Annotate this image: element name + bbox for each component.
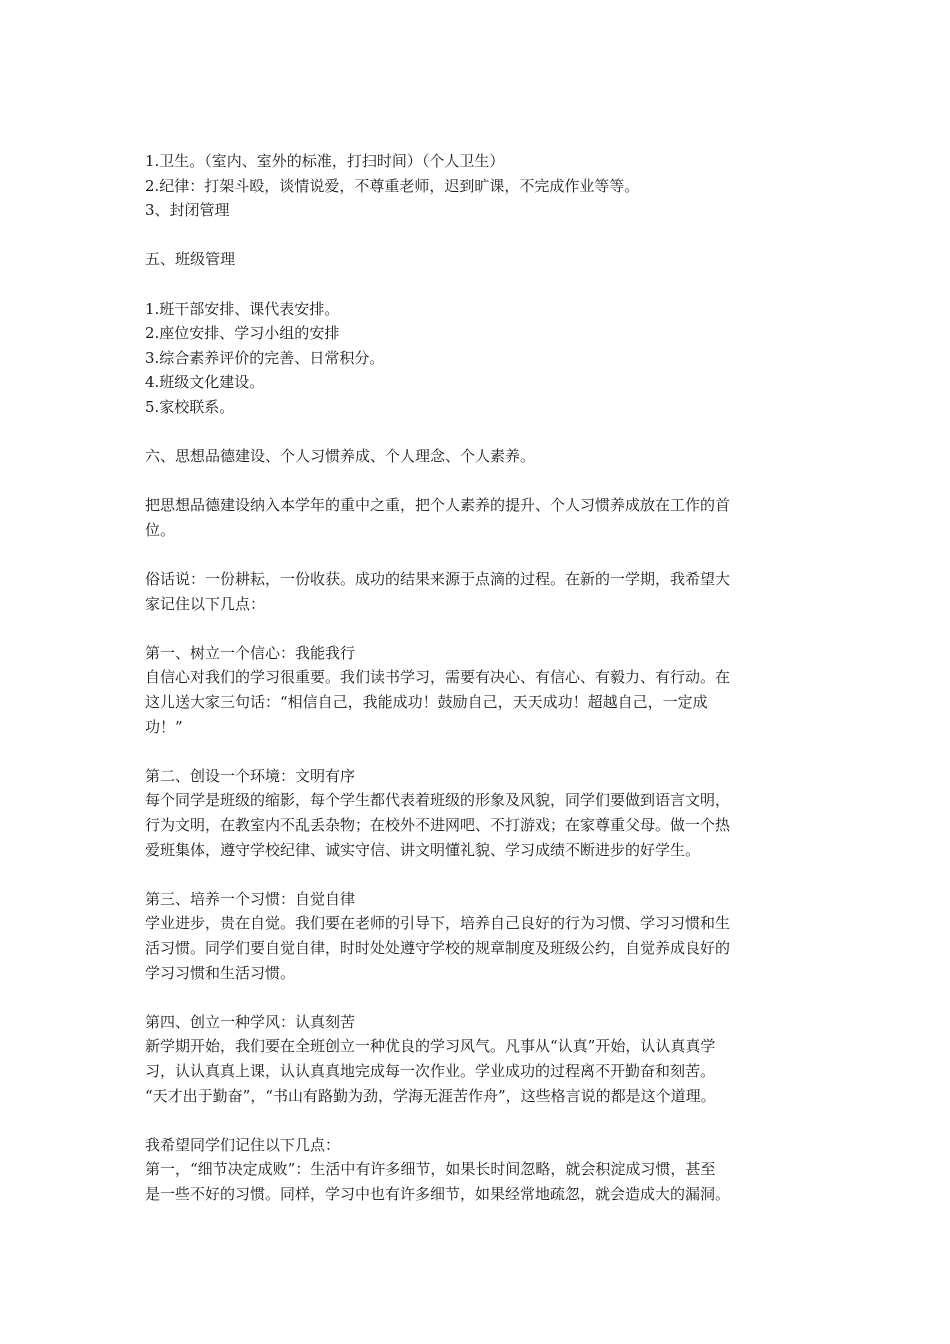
section-four-list (145, 149, 810, 223)
paragraph-line: 是一些不好的习惯。同样，学习中也有许多细节，如果经常地疏忽，就会造成大的漏洞。 (145, 1184, 731, 1203)
section-five-heading: 五、班级管理 (145, 250, 236, 269)
point-three (145, 887, 810, 985)
paragraph-line: 第一，“细节决定成败”：生活中有许多细节，如果长时间忽略，就会积淀成习惯，甚至 (145, 1160, 716, 1179)
list-item: 2.座位安排、学习小组的安排 (145, 324, 340, 343)
paragraph-spacer (145, 469, 810, 494)
point-four (145, 1010, 810, 1108)
list-item: 1.班干部安排、课代表安排。 (145, 299, 340, 318)
saying-paragraph (145, 567, 810, 616)
list-item: 2.纪律：打架斗殴，谈情说爱，不尊重老师，迟到旷课，不完成作业等等。 (145, 176, 640, 195)
paragraph-line: 这儿送大家三句话：“相信自己，我能成功！鼓励自己，天天成功！超越自己，一定成 (145, 693, 708, 712)
point-title: 第三、培养一个习惯：自觉自律 (145, 889, 356, 908)
paragraph-spacer (145, 1108, 810, 1133)
paragraph-spacer (145, 272, 810, 297)
paragraph-line: 学业进步，贵在自觉。我们要在老师的引导下，培养自己良好的行为习惯、学习习惯和生 (145, 914, 731, 933)
paragraph-line: 位。 (145, 520, 176, 539)
closing-section (145, 1133, 810, 1207)
point-title: 第四、创立一种学风：认真刻苦 (145, 1012, 356, 1031)
paragraph-spacer (145, 739, 810, 764)
point-two (145, 764, 810, 862)
paragraph-spacer (145, 862, 810, 887)
paragraph-line: 每个同学是班级的缩影，每个学生都代表着班级的形象及风貌，同学们要做到语言文明， (145, 791, 731, 810)
list-item: 5.家校联系。 (145, 397, 235, 416)
paragraph-spacer (145, 985, 810, 1010)
section-six-intro (145, 493, 810, 542)
closing-heading: 我希望同学们记住以下几点： (145, 1135, 341, 1154)
point-title: 第一、树立一个信心：我能我行 (145, 643, 356, 662)
point-one (145, 641, 810, 739)
list-item: 3.综合素养评价的完善、日常积分。 (145, 348, 385, 367)
paragraph-line: 爱班集体，遵守学校纪律、诚实守信、讲文明懂礼貌、学习成绩不断进步的好学生。 (145, 840, 701, 859)
paragraph-line: 自信心对我们的学习很重要。我们读书学习，需要有决心、有信心、有毅力、有行动。在 (145, 668, 731, 687)
paragraph-line: 行为文明，在教室内不乱丢杂物；在校外不进网吧、不打游戏；在家尊重父母。做一个热 (145, 816, 731, 835)
list-item: 1.卫生。（室内、室外的标准，打扫时间）（个人卫生） (145, 152, 505, 170)
list-item: 3、封闭管理 (145, 201, 230, 220)
paragraph-line: 功！” (145, 717, 183, 736)
paragraph-line: “天才出于勤奋”，“书山有路勤为劲，学海无涯苦作舟”，这些格言说的都是这个道理。 (145, 1086, 716, 1105)
paragraph-line: 新学期开始，我们要在全班创立一种优良的学习风气。凡事从“认真”开始，认认真真学 (145, 1037, 716, 1056)
paragraph-spacer (145, 616, 810, 641)
paragraph-spacer (145, 543, 810, 568)
paragraph-line: 活习惯。同学们要自觉自律，时时处处遵守学校的规章制度及班级公约，自觉养成良好的 (145, 939, 731, 957)
paragraph-line: 家记住以下几点： (145, 594, 266, 613)
paragraph-spacer (145, 223, 810, 248)
document-body (145, 149, 810, 1207)
section-five-list (145, 297, 810, 420)
list-item: 4.班级文化建设。 (145, 373, 265, 392)
paragraph-line: 俗话说：一份耕耘，一份收获。成功的结果来源于点滴的过程。在新的一学期，我希望大 (145, 570, 731, 589)
paragraph-line: 习，认认真真上课，认认真真地完成每一次作业。学业成功的过程离不开勤奋和刻苦。 (145, 1061, 716, 1080)
paragraph-line: 学习习惯和生活习惯。 (145, 963, 296, 982)
section-six-heading: 六、思想品德建设、个人习惯养成、个人理念、个人素养。 (145, 447, 536, 466)
paragraph-line: 把思想品德建设纳入本学年的重中之重，把个人素养的提升、个人习惯养成放在工作的首 (145, 496, 731, 515)
paragraph-spacer (145, 420, 810, 445)
point-title: 第二、创设一个环境：文明有序 (145, 766, 356, 785)
